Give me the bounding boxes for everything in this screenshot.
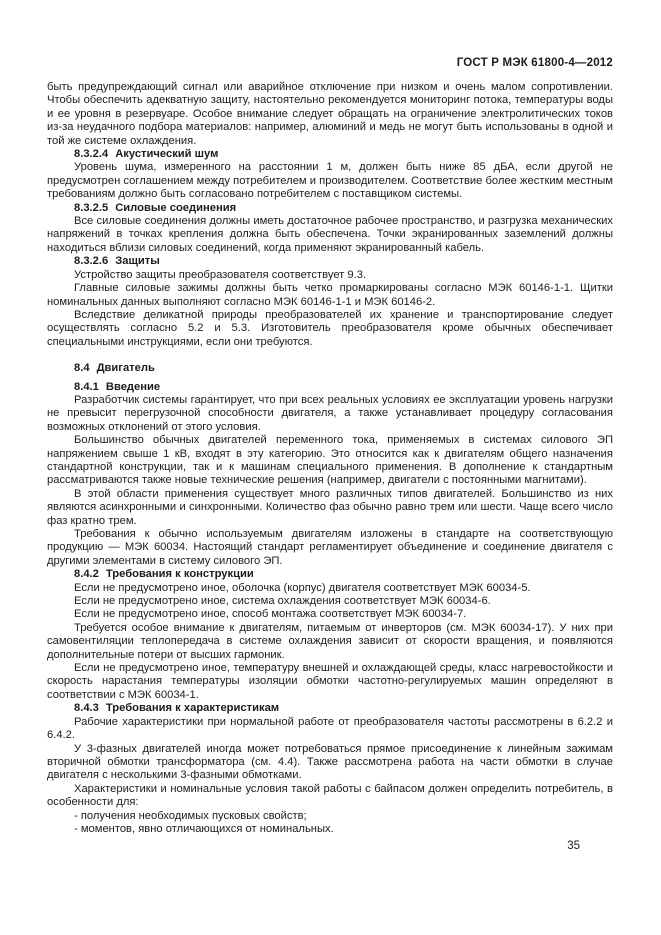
clause-number: 8.4.1 bbox=[74, 380, 99, 393]
clause-title: Акустический шум bbox=[115, 148, 219, 161]
clause-number: 8.4.3 bbox=[74, 702, 99, 715]
list-item: - моментов, явно отличающихся от номинальных. bbox=[74, 822, 334, 835]
clause-number: 8.3.2.4 bbox=[74, 148, 109, 161]
paragraph: Если не предусмотрено иное, способ монтажа соответствует МЭК 60034-7. bbox=[74, 608, 467, 621]
clause-heading bbox=[47, 702, 613, 715]
list-item: - получения необходимых пусковых свойств; bbox=[74, 809, 307, 822]
paragraph: Если не предусмотрено иное, система охлаждения соответствует МЭК 60034-6. bbox=[74, 595, 491, 608]
clause-heading bbox=[47, 381, 613, 394]
clause-title: Защиты bbox=[115, 255, 160, 268]
clause-heading bbox=[47, 202, 613, 215]
paragraph: Большинство обычных двигателей переменного тока, применяемых в системах силового ЭП напряжением свыше 1 кВ, входят в эту категорию. Это относится как к двигателям общего назначения стандартной конструкции, так и к машинам специального применения. В дополнение к стандартным рассматриваются также новые технические решения (например, двигатели с постоянными магнитами). bbox=[47, 434, 613, 487]
document-code-header: ГОСТ Р МЭК 61800-4—2012 bbox=[456, 57, 613, 69]
clause-title: Силовые соединения bbox=[115, 201, 237, 214]
document-body bbox=[47, 81, 613, 836]
paragraph: Если не предусмотрено иное, температуру внешней и охлаждающей среды, класс нагревостойкости и скорость нарастания температуры изоляции обмотки частотно-регулируемых машин определяют в соответствии с МЭК 60034-1. bbox=[47, 662, 613, 701]
paragraph: Если не предусмотрено иное, оболочка (корпус) двигателя соответствует МЭК 60034-5. bbox=[74, 581, 531, 594]
section-heading bbox=[47, 362, 613, 375]
clause-number: 8.4 bbox=[74, 362, 90, 375]
paragraph: Требования к обычно используемым двигателям изложены в стандарте на соответствующую продукцию — МЭК 60034. Настоящий стандарт регламентирует объединение и соединение двигателя с другими элементами в систему силового ЭП. bbox=[47, 528, 613, 567]
paragraph: Разработчик системы гарантирует, что при всех реальных условиях ее эксплуатации уровень нагрузки не превысит перегрузочной способности двигателя, а также устанавливает процедуру согласования возможных отклонений от этого условия. bbox=[47, 393, 613, 433]
clause-heading bbox=[47, 255, 613, 268]
clause-title: Требования к характеристикам bbox=[105, 702, 280, 715]
clause-heading bbox=[47, 148, 613, 161]
paragraph: Вследствие деликатной природы преобразователей их хранение и транспортирование следует осуществлять согласно 5.2 и 5.3. Изготовитель преобразователя кроме обычных обеспечивает специальными инструкциями, если они требуются. bbox=[47, 308, 613, 348]
clause-title: Двигатель bbox=[96, 362, 155, 375]
clause-number: 8.4.2 bbox=[74, 568, 99, 581]
paragraph: Все силовые соединения должны иметь достаточное рабочее пространство, и разгрузка механических напряжений в точках крепления должна быть обеспечена. Точки экранированных заземлений должны находиться вблизи силовых соединений, когда применяют экранированный кабель. bbox=[47, 215, 613, 254]
paragraph: У 3-фазных двигателей иногда может потребоваться прямое присоединение к линейным зажимам вторичной обмотки трансформатора (см. 4.4). Также рассмотрена работа на части обмотки в случае двигателя с несколькими 3-фазными обмотками. bbox=[47, 742, 613, 782]
paragraph: Устройство защиты преобразователя соответствует 9.3. bbox=[74, 268, 367, 281]
clause-number: 8.3.2.6 bbox=[74, 255, 109, 268]
paragraph: В этой области применения существует много различных типов двигателей. Большинство из них являются асинхронными и синхронными. Количество фаз обычно равно трем или шести. Чаще всего число фаз кратно трем. bbox=[47, 487, 613, 527]
clause-title: Введение bbox=[105, 380, 161, 393]
clause-title: Требования к конструкции bbox=[105, 568, 254, 581]
paragraph: Главные силовые зажимы должны быть четко промаркированы согласно МЭК 60146-1-1. Щитки номинальных данных выполняют согласно МЭК 60146-1-1 и МЭК 60146-2. bbox=[47, 282, 613, 308]
paragraph: Рабочие характеристики при нормальной работе от преобразователя частоты рассмотрены в 6.2.2 и 6.4.2. bbox=[47, 715, 613, 742]
paragraph: Характеристики и номинальные условия такой работы с байпасом должен определить потребитель, в особенности для: bbox=[47, 782, 613, 809]
clause-heading bbox=[47, 568, 613, 581]
page-number: 35 bbox=[567, 840, 580, 852]
paragraph: быть предупреждающий сигнал или аварийное отключение при низком и очень малом сопротивлении. Чтобы обеспечить адекватную защиту, настоятельно рекомендуется мониторинг потока, температуры воды и ее уровня в резервуаре. Особое внимание следует обращать на ограничение электролитических токов из-за неудачного подбора материалов: например, алюминий и медь не могут быть использованы в одной и той же системе охлаждения. bbox=[47, 81, 613, 147]
clause-number: 8.3.2.5 bbox=[74, 201, 109, 214]
paragraph: Уровень шума, измеренного на расстоянии 1 м, должен быть ниже 85 дБА, если другой не предусмотрен соглашением между потребителем и производителем. Соответствие более жестким местным требованиям должно быть согласовано потребителем с поставщиком системы. bbox=[47, 161, 613, 201]
paragraph: Требуется особое внимание к двигателям, питаемым от инверторов (см. МЭК 60034-17). У них при самовентиляции теплопередача в системе охлаждения зависит от скорости вращения, и появляются дополнительные потери от высших гармоник. bbox=[47, 621, 613, 661]
